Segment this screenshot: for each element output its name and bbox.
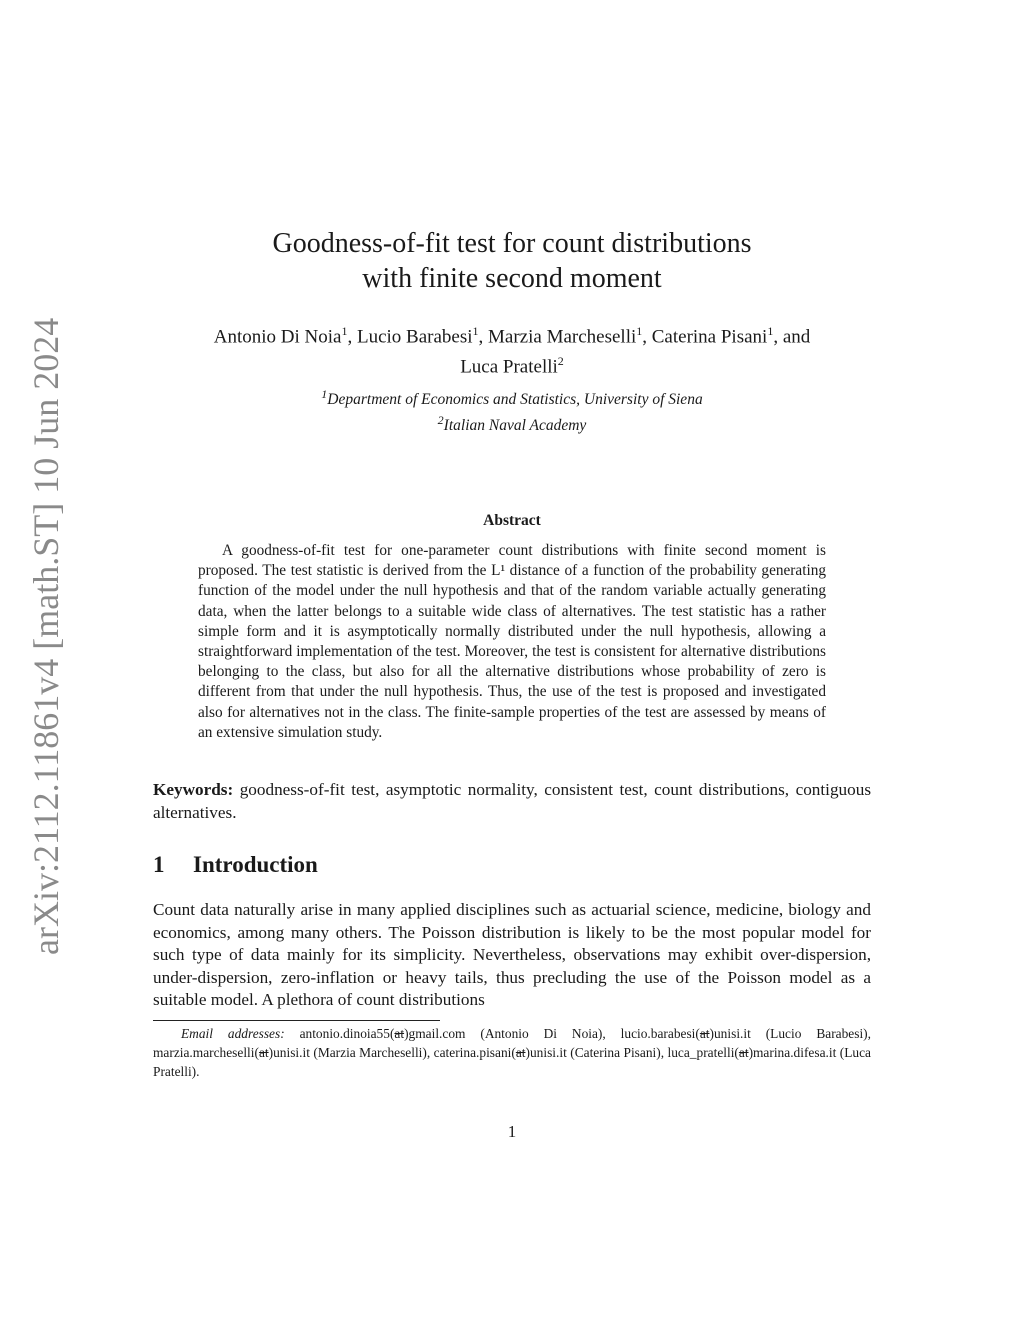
affiliation-mark: 1 <box>321 387 328 401</box>
email-entry: lucio.barabesi(at)unisi.it (Lucio Barabesi), <box>620 1026 871 1041</box>
keywords <box>153 778 871 824</box>
arxiv-identifier-stamp: arXiv:2112.11861v4 [math.ST] 10 Jun 2024 <box>26 317 66 955</box>
author-affiliation-mark: 1 <box>767 324 774 338</box>
affiliation-text: Italian Naval Academy <box>443 417 587 435</box>
author-name: Lucio Barabesi <box>356 326 473 348</box>
footnote-email-addresses <box>153 1024 871 1081</box>
affiliation-1 <box>153 384 871 410</box>
keywords-text: goodness-of-fit test, asymptotic normality, consistent test, count distributions, contiguous alternatives. <box>153 780 872 822</box>
paper-title-line-2: with finite second moment <box>362 263 662 294</box>
introduction-paragraph: Count data naturally arise in many applied disciplines such as actuarial science, medicine, biology and economics, among many others. The Poisson distribution is likely to be the most popular model for such type of data mainly for its simplicity. Nevertheless, observations may exhibit over-dispersion, under-dispersion, zero-inflation or heavy tails, thus precluding the use of the Poisson model as a suitable model. A plethora of count distributions <box>153 900 871 1010</box>
author-name: Caterina Pisani <box>651 326 768 348</box>
author-line-2 <box>153 349 871 379</box>
author-name: Marzia Marcheselli <box>488 326 637 348</box>
section-heading <box>153 852 871 878</box>
email-entry: caterina.pisani(at)unisi.it (Caterina Pisani), <box>433 1045 668 1060</box>
footnote-label: Email addresses: <box>181 1026 285 1041</box>
author-affiliation-mark: 1 <box>341 324 348 338</box>
author-affiliation-mark: 1 <box>636 324 643 338</box>
page-number: 1 <box>507 1122 517 1141</box>
email-entry: antonio.dinoia55(at)gmail.com (Antonio Di Noia), <box>299 1026 621 1041</box>
affiliation-mark: 2 <box>437 413 444 428</box>
footnote-divider <box>153 1020 440 1021</box>
abstract-heading: Abstract <box>483 512 541 529</box>
keywords-label: Keywords: <box>153 780 234 799</box>
author-affiliation-mark: 2 <box>557 354 564 369</box>
paper-title <box>153 226 871 296</box>
author-line-1: Antonio Di Noia$^1$, Lucio Barabesi$^1$, Marzia Marcheselli$^1$, Caterina Pisani$^1$, and <box>213 324 811 348</box>
email-entry: marzia.marcheselli(at)unisi.it (Marzia Marcheselli), <box>153 1045 434 1060</box>
email-entry: luca_pratelli(at)marina.difesa.it (Luca Pratelli). <box>153 1045 871 1079</box>
author-affiliation-mark: 1 <box>472 324 479 338</box>
affiliation-text: Department of Economics and Statistics, University of Siena <box>327 391 703 409</box>
affiliation-2 <box>153 410 871 436</box>
author-name: Antonio Di Noia <box>213 326 342 348</box>
affiliation-list <box>153 384 871 436</box>
author-name: Luca Pratelli <box>460 356 558 378</box>
section-number: 1 <box>153 852 165 877</box>
paper-title-line-1: Goodness-of-fit test for count distributions <box>272 228 752 259</box>
section-title: Introduction <box>193 852 318 877</box>
abstract-text: A goodness-of-fit test for one-parameter count distributions with finite second moment is proposed. The test statistic is derived from the L¹ distance of a function of the probability generating function of the model under the null hypothesis and that of the random variable actually generating data, when the latter belongs to a suitable wide class of alternatives. The test statistic has a rather simple form and it is asymptotically normally distributed under the null hypothesis, allowing a straightforward implementation of the test. Moreover, the test is consistent for alternative distributions belonging to the class, but also for all the alternative distributions whose probability of zero is different from that under the null hypothesis. Thus, the use of the test is proposed and investigated also for alternatives not in the class. The finite-sample properties of the test are assessed by means of an extensive simulation study. <box>198 542 826 741</box>
author-list <box>153 319 871 380</box>
